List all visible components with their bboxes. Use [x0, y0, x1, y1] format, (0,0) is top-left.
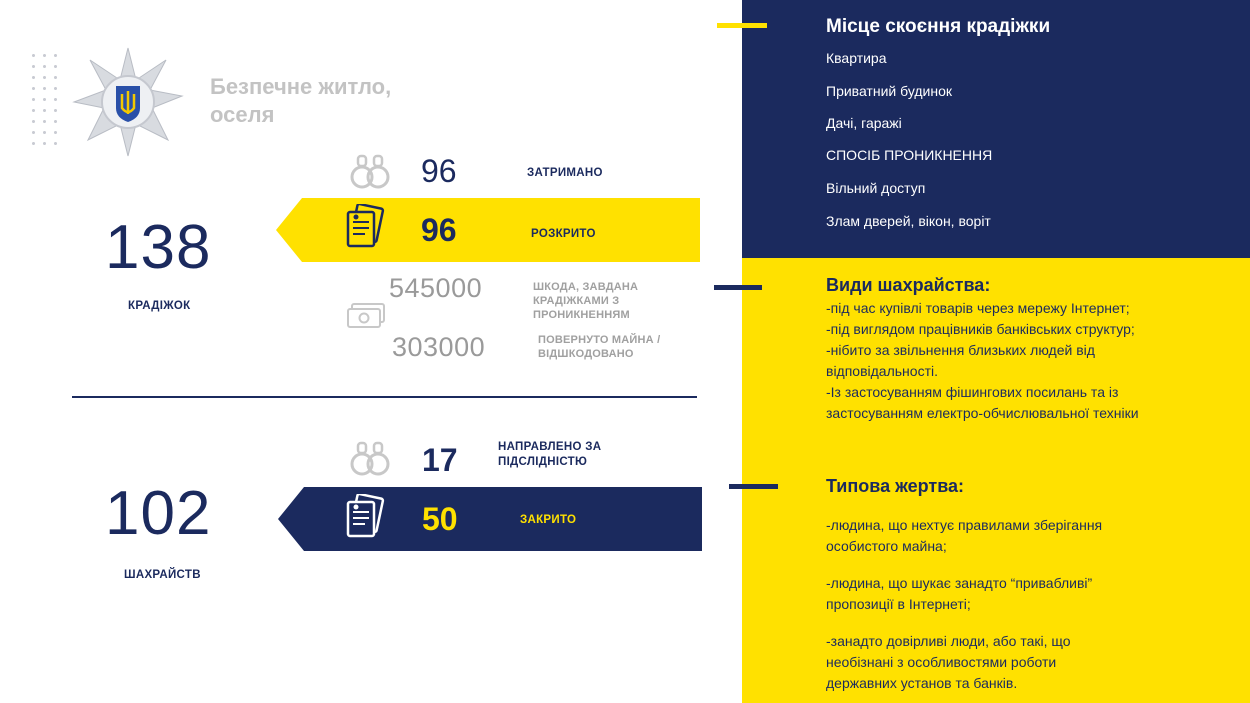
detained-label: ЗАТРИМАНО — [527, 167, 603, 179]
victim-paragraph: -людина, що шукає занадто “привабливі” пропозиції в Інтернеті; — [826, 575, 1093, 612]
handcuffs-icon — [349, 150, 391, 192]
frauds-total-label: ШАХРАЙСТВ — [124, 569, 201, 581]
sent-value: 17 — [422, 442, 458, 478]
victim-paragraph: -занадто довірливі люди, або такі, що необізнані з особливостями роботи державних установ та банків. — [826, 633, 1071, 691]
closed-label: ЗАКРИТО — [520, 514, 577, 526]
money-icon — [346, 302, 386, 330]
thefts-total-label: КРАДІЖОК — [128, 300, 191, 312]
dot-grid-decoration — [28, 50, 62, 150]
list-item: Дачі, гаражі — [826, 115, 902, 131]
place-panel — [742, 0, 1250, 258]
place-heading: Місце скоєння крадіжки — [826, 16, 1051, 37]
fraud-types-list: -під час купівлі товарів через мережу Інтернет; -під виглядом працівників банківських структур; -нібито за звільнення близьких людей від відповідальності. -Із застосуванням фішингових посилань та із застосуванням електро-обчислювальної техніки — [826, 300, 1139, 421]
accent-dash — [729, 484, 778, 489]
returned-value: 303000 — [392, 332, 486, 362]
closed-value: 50 — [422, 501, 458, 537]
list-item: Вільний доступ — [826, 180, 926, 196]
accent-dash — [717, 23, 767, 28]
solved-value: 96 — [421, 212, 457, 248]
place-list — [826, 50, 992, 246]
returned-label: ПОВЕРНУТО МАЙНА / ВІДШКОДОВАНО — [538, 334, 661, 360]
solved-banner — [276, 198, 700, 262]
frauds-total: 102 — [105, 479, 212, 548]
section-divider — [72, 396, 697, 398]
accent-dash — [714, 285, 762, 290]
thefts-total: 138 — [105, 213, 212, 282]
page-title: Безпечне житло, оселя — [210, 74, 392, 127]
list-item: СПОСІБ ПРОНИКНЕННЯ — [826, 147, 993, 163]
damage-label: ШКОДА, ЗАВДАНА КРАДІЖКАМИ З ПРОНИКНЕННЯМ — [533, 281, 639, 321]
sent-label: НАПРАВЛЕНО ЗА ПІДСЛІДНІСТЮ — [498, 441, 602, 468]
documents-icon — [344, 494, 386, 542]
damage-value: 545000 — [389, 273, 483, 303]
list-item: Злам дверей, вікон, воріт — [826, 213, 991, 229]
handcuffs-icon — [349, 437, 391, 479]
solved-label: РОЗКРИТО — [531, 228, 596, 240]
detained-value: 96 — [421, 153, 457, 189]
list-item: Квартира — [826, 50, 887, 66]
list-item: Приватний будинок — [826, 83, 952, 99]
documents-icon — [344, 204, 386, 252]
police-star-emblem-icon — [72, 46, 184, 158]
fraud-types-heading: Види шахрайства: — [826, 275, 991, 295]
victim-paragraph: -людина, що нехтує правилами зберігання особистого майна; — [826, 517, 1103, 554]
closed-banner — [278, 487, 702, 551]
victim-heading: Типова жертва: — [826, 476, 965, 496]
